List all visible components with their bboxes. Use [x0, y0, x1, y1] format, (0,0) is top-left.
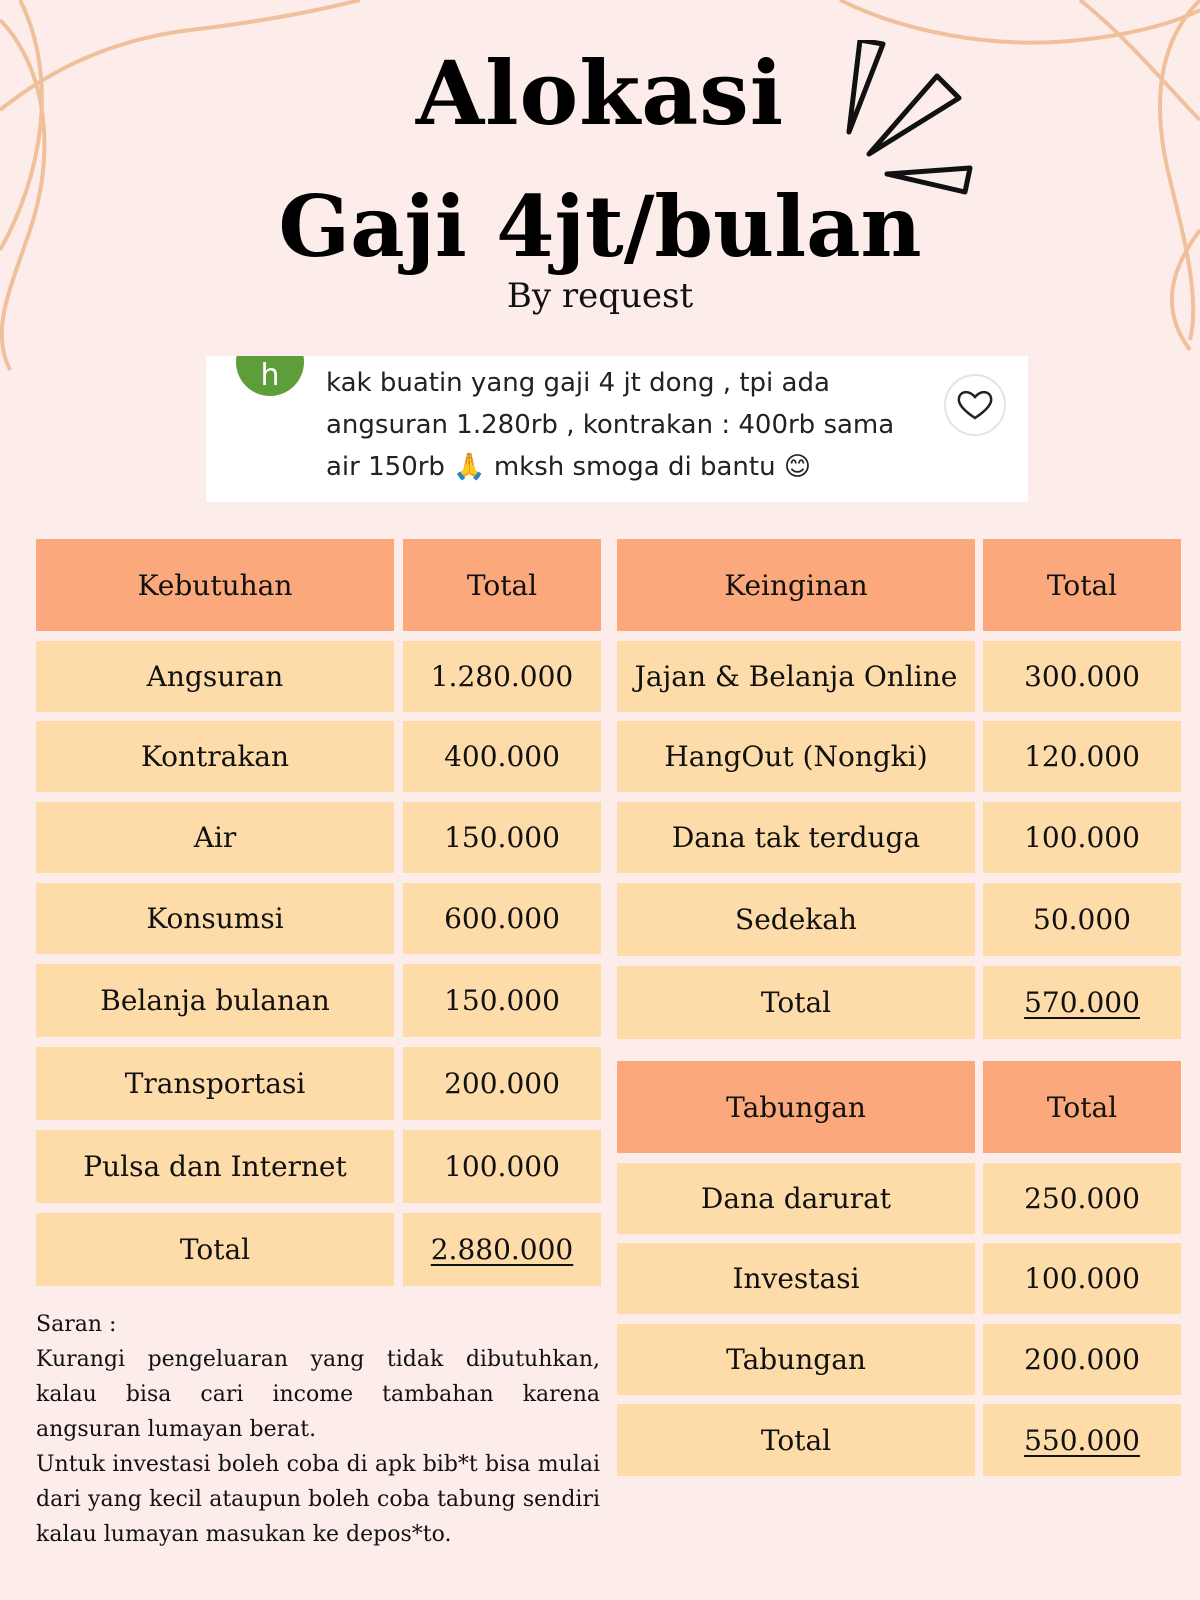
table-row-value: 200.000 — [403, 1047, 601, 1120]
table-row-label: Kontrakan — [36, 721, 394, 792]
comment-text: kak buatin yang gaji 4 jt dong , tpi ada angsuran 1.280rb , kontrakan : 400rb sama air 150rb 🙏 mksh smoga di bantu 😊 — [326, 368, 895, 482]
table-row-value: 400.000 — [403, 721, 601, 792]
tabungan-header: Tabungan — [617, 1061, 975, 1153]
keinginan-total-header: Total — [983, 539, 1181, 631]
table-row-value: 1.280.000 — [403, 641, 601, 712]
table-row-label: Angsuran — [36, 641, 394, 712]
kebutuhan-total-value: 2.880.000 — [430, 1233, 574, 1266]
table-row-value: 600.000 — [403, 883, 601, 954]
table-row-label: Pulsa dan Internet — [36, 1130, 394, 1203]
table-row-label: Jajan & Belanja Online — [617, 641, 975, 712]
total-row-value — [983, 1404, 1181, 1476]
total-row-value — [983, 966, 1181, 1039]
table-row-label: HangOut (Nongki) — [617, 721, 975, 792]
table-row-value: 150.000 — [403, 964, 601, 1037]
table-row-label: Air — [36, 802, 394, 873]
total-row-label: Total — [36, 1213, 394, 1286]
table-row-value: 200.000 — [983, 1324, 1181, 1395]
total-row-label: Total — [617, 1404, 975, 1476]
page-subtitle: By request — [506, 276, 694, 316]
total-row-label: Total — [617, 966, 975, 1039]
page-title-line2: Gaji 4jt/bulan — [278, 177, 922, 276]
saran-paragraph-2: Untuk investasi boleh coba di apk bib*t bisa mulai dari yang kecil ataupun boleh coba tabung sendiri kalau lumayan masukan ke depos*to. — [36, 1452, 600, 1547]
keinginan-total-value: 570.000 — [1024, 986, 1140, 1019]
table-row-label: Sedekah — [617, 883, 975, 956]
total-row-value — [403, 1213, 601, 1286]
table-row-label: Investasi — [617, 1243, 975, 1314]
table-row-value: 100.000 — [983, 802, 1181, 873]
table-row-label: Tabungan — [617, 1324, 975, 1395]
table-row-value: 120.000 — [983, 721, 1181, 792]
table-row-value: 250.000 — [983, 1163, 1181, 1234]
table-row-value: 100.000 — [983, 1243, 1181, 1314]
table-row-value: 50.000 — [983, 883, 1181, 956]
table-row-value: 100.000 — [403, 1130, 601, 1203]
table-row-value: 300.000 — [983, 641, 1181, 712]
tabungan-total-header: Total — [983, 1061, 1181, 1153]
kebutuhan-total-header: Total — [403, 539, 601, 631]
page-title-line1: Alokasi — [415, 41, 785, 145]
table-row-label: Belanja bulanan — [36, 964, 394, 1037]
request-comment-card — [206, 356, 1028, 502]
heart-icon — [946, 376, 1004, 434]
table-row-label: Dana tak terduga — [617, 802, 975, 873]
like-button[interactable] — [944, 374, 1006, 436]
table-row-label: Dana darurat — [617, 1163, 975, 1234]
saran-section — [36, 1307, 600, 1552]
saran-paragraph-1: Kurangi pengeluaran yang tidak dibutuhkan, kalau bisa cari income tambahan karena angsuran lumayan berat. — [36, 1347, 600, 1442]
avatar: h — [236, 356, 304, 396]
kebutuhan-header: Kebutuhan — [36, 539, 394, 631]
tabungan-total-value: 550.000 — [1024, 1423, 1140, 1457]
table-row-label: Konsumsi — [36, 883, 394, 954]
saran-label: Saran : — [36, 1312, 117, 1337]
table-row-label: Transportasi — [36, 1047, 394, 1120]
table-row-value: 150.000 — [403, 802, 601, 873]
keinginan-header: Keinginan — [617, 539, 975, 631]
